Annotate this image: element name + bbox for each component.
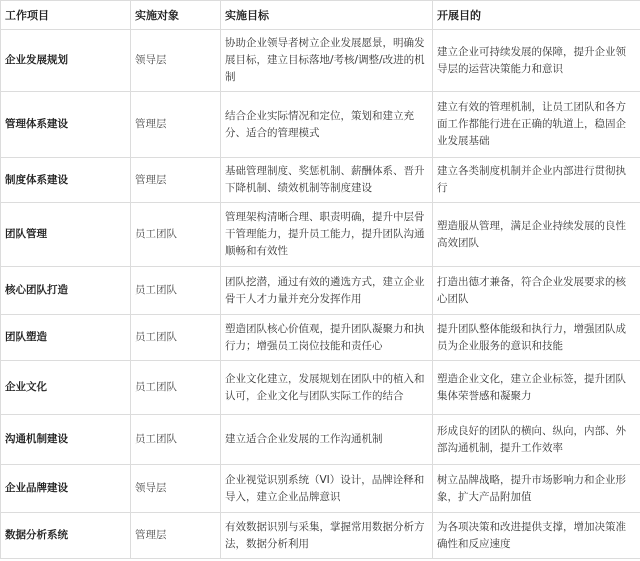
table-row [1, 361, 640, 415]
cell-target: 管理层 [131, 158, 221, 203]
cell-purpose: 为各项决策和改进提供支撑，增加决策准确性和反应速度 [433, 513, 640, 559]
cell-work-item: 企业品牌建设 [1, 465, 131, 513]
cell-goal: 企业视觉识别系统（VI）设计，品牌诠释和导入，建立企业品牌意识 [221, 465, 433, 513]
cell-purpose: 形成良好的团队的横向、纵向，内部、外部沟通机制，提升工作效率 [433, 415, 640, 465]
cell-purpose: 打造出德才兼备，符合企业发展要求的核心团队 [433, 267, 640, 315]
cell-goal: 有效数据识别与采集，掌握常用数据分析方法，数据分析利用 [221, 513, 433, 559]
cell-goal: 企业文化建立，发展规划在团队中的植入和认可，企业文化与团队实际工作的结合 [221, 361, 433, 415]
cell-goal: 管理架构清晰合理、职责明确，提升中层骨干管理能力，提升员工能力，提升团队沟通顺畅和有效性 [221, 203, 433, 267]
cell-target: 员工团队 [131, 361, 221, 415]
header-goal: 实施目标 [221, 1, 433, 30]
cell-purpose: 建立各类制度机制并企业内部进行贯彻执行 [433, 158, 640, 203]
cell-goal: 团队挖潜，通过有效的遴选方式，建立企业骨干人才力量并充分发挥作用 [221, 267, 433, 315]
table-row [1, 158, 640, 203]
cell-goal: 协助企业领导者树立企业发展愿景，明确发展目标，建立目标落地/考核/调整/改进的机制 [221, 30, 433, 92]
cell-purpose: 建立有效的管理机制，让员工团队和各方面工作都能行进在正确的轨道上，稳固企业发展基础 [433, 92, 640, 158]
header-target: 实施对象 [131, 1, 221, 30]
table-row [1, 30, 640, 92]
cell-target: 管理层 [131, 92, 221, 158]
cell-work-item: 团队塑造 [1, 315, 131, 361]
cell-purpose: 树立品牌战略，提升市场影响力和企业形象，扩大产品附加值 [433, 465, 640, 513]
cell-work-item: 制度体系建设 [1, 158, 131, 203]
cell-target: 领导层 [131, 30, 221, 92]
table-header [1, 1, 640, 30]
header-work-item: 工作项目 [1, 1, 131, 30]
header-purpose: 开展目的 [433, 1, 640, 30]
cell-work-item: 团队管理 [1, 203, 131, 267]
cell-work-item: 数据分析系统 [1, 513, 131, 559]
cell-work-item: 企业文化 [1, 361, 131, 415]
cell-goal: 建立适合企业发展的工作沟通机制 [221, 415, 433, 465]
cell-work-item: 管理体系建设 [1, 92, 131, 158]
cell-purpose: 提升团队整体能级和执行力，增强团队成员为企业服务的意识和技能 [433, 315, 640, 361]
table-row [1, 315, 640, 361]
cell-target: 员工团队 [131, 203, 221, 267]
table-body [1, 30, 640, 559]
table-row [1, 415, 640, 465]
cell-goal: 基础管理制度、奖惩机制、薪酬体系、晋升下降机制、绩效机制等制度建设 [221, 158, 433, 203]
cell-target: 员工团队 [131, 315, 221, 361]
cell-goal: 结合企业实际情况和定位，策划和建立充分、适合的管理模式 [221, 92, 433, 158]
cell-target: 员工团队 [131, 415, 221, 465]
table-row [1, 465, 640, 513]
cell-purpose: 塑造服从管理，满足企业持续发展的良性高效团队 [433, 203, 640, 267]
cell-purpose: 塑造企业文化，建立企业标签，提升团队集体荣誉感和凝聚力 [433, 361, 640, 415]
cell-target: 管理层 [131, 513, 221, 559]
cell-purpose: 建立企业可持续发展的保障，提升企业领导层的运营决策能力和意识 [433, 30, 640, 92]
table-row [1, 203, 640, 267]
header-row [1, 1, 640, 30]
cell-target: 领导层 [131, 465, 221, 513]
table-row [1, 513, 640, 559]
cell-work-item: 企业发展规划 [1, 30, 131, 92]
table-row [1, 92, 640, 158]
table-row [1, 267, 640, 315]
cell-work-item: 沟通机制建设 [1, 415, 131, 465]
cell-work-item: 核心团队打造 [1, 267, 131, 315]
cell-goal: 塑造团队核心价值观，提升团队凝聚力和执行力；增强员工岗位技能和责任心 [221, 315, 433, 361]
cell-target: 员工团队 [131, 267, 221, 315]
